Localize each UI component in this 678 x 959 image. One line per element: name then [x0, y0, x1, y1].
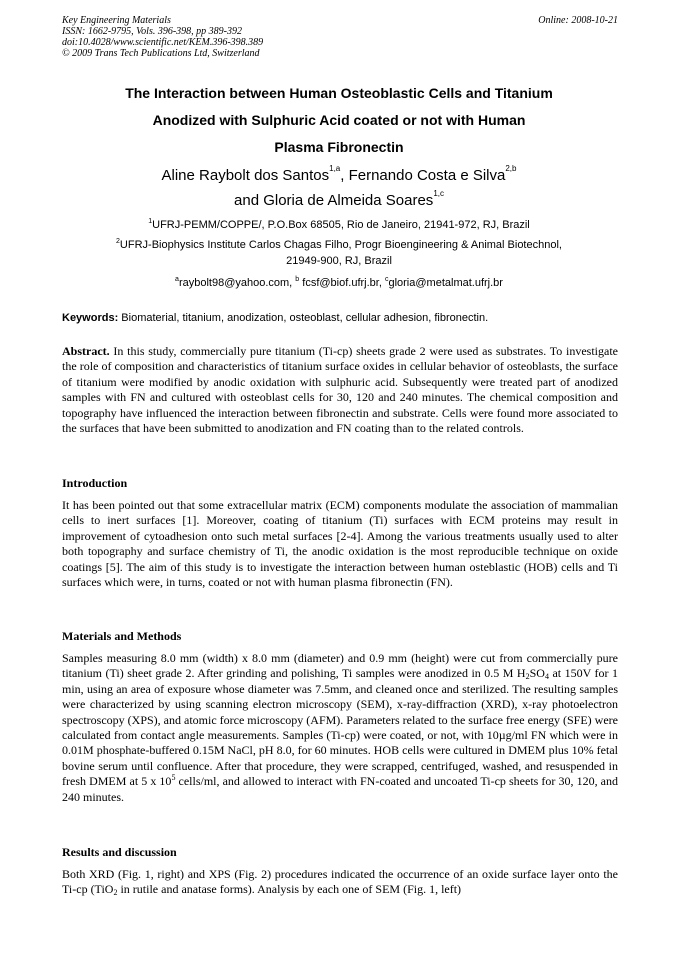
affiliation-2	[40, 237, 638, 269]
email-a[interactable]: raybolt98@yahoo.com,	[178, 277, 293, 289]
online-date: Online: 2008-10-21	[538, 15, 618, 26]
email-b[interactable]: fcsf@biof.ufrj.br,	[302, 277, 382, 289]
authors-row-1	[40, 163, 638, 188]
methods-text-1: Samples measuring 8.0 mm (width) x 8.0 mm (diameter) and 0.9 mm (height) were cut from commercially pure titanium (Ti) sheet grade 2. After grinding and polishing, Ti samples were anodized in 0.5 M H	[62, 651, 618, 681]
email-a-marker: a	[175, 276, 179, 283]
title-line-3: Plasma Fibronectin	[274, 139, 404, 155]
affiliation-2-number: 2	[116, 238, 120, 245]
keywords-line	[62, 311, 618, 325]
author-and: and	[234, 192, 264, 209]
author-3: Gloria de Almeida Soares	[263, 192, 434, 209]
keywords-text: Biomaterial, titanium, anodization, osteoblast, cellular adhesion, fibronectin.	[118, 312, 489, 324]
author-separator: ,	[340, 167, 349, 184]
issn-line: ISSN: 1662-9795, Vols. 396-398, pp 389-392	[62, 26, 242, 37]
keywords-label: Keywords:	[62, 312, 119, 324]
methods-sub-1: 2	[525, 672, 530, 682]
email-c[interactable]: gloria@metalmat.ufrj.br	[388, 277, 503, 289]
affiliation-1-text: UFRJ-PEMM/COPPE/, P.O.Box 68505, Rio de Janeiro, 21941-972, RJ, Brazil	[152, 219, 530, 231]
introduction-paragraph: It has been pointed out that some extracellular matrix (ECM) components modulate the association of mammalian cells to inert surfaces [1]. Moreover, coating of titanium (Ti) surfaces with ECM proteins may result in improvement of cytoadhesion onto such metal surfaces [2-4]. Among the various treatments usually used to alter both topography and surface chemistry of Ti, the anodic oxidation is the most reproducible technique on oxide coatings [5]. The aim of this study is to investigate the interaction between human osteblastic (HOB) cells and Ti surfaces which were, in turns, coated or not with human plasma fibronectin (FN).	[62, 498, 618, 590]
methods-paragraph	[62, 651, 618, 805]
abstract-label: Abstract.	[62, 344, 110, 358]
affiliation-1-number: 1	[148, 218, 153, 225]
results-text-2: in rutile and anatase forms). Analysis by each one of SEM (Fig. 1, left)	[117, 882, 462, 897]
abstract-paragraph	[62, 344, 618, 436]
introduction-heading: Introduction	[62, 476, 128, 490]
methods-sup-1: 5	[171, 773, 176, 783]
email-c-marker: c	[384, 276, 389, 283]
email-b-marker: b	[295, 276, 300, 283]
journal-name: Key Engineering Materials	[62, 15, 171, 26]
paper-title	[40, 80, 638, 161]
author-2-affil: 2,b	[505, 164, 517, 173]
methods-text-4: cells/ml, and allowed to interact with FN-coated and uncoated Ti-cp sheets for 30, 120, and 240 minutes.	[62, 774, 619, 804]
email-list	[40, 275, 638, 291]
author-1-affil: 1,a	[329, 164, 341, 173]
methods-heading: Materials and Methods	[62, 629, 182, 643]
author-1: Aline Raybolt dos Santos	[161, 167, 330, 184]
results-sub-1: 2	[113, 888, 118, 898]
authors-row-2	[40, 188, 638, 213]
author-2: Fernando Costa e Silva	[348, 167, 506, 184]
results-paragraph	[62, 867, 618, 898]
methods-sub-2: 4	[544, 672, 549, 682]
results-heading: Results and discussion	[62, 845, 177, 859]
affiliation-2-line-2: 21949-900, RJ, Brazil	[286, 255, 392, 267]
doi-line[interactable]: doi:10.4028/www.scientific.net/KEM.396-398.389	[62, 37, 264, 48]
journal-header	[62, 15, 618, 59]
title-line-2: Anodized with Sulphuric Acid coated or not with Human	[152, 112, 526, 128]
methods-text-2: SO	[529, 666, 545, 681]
methods-text-3: at 150V for 1 min, using an area of exposure whose diameter was 7.5mm, and cleaned once and sterilized. The resulting samples were characterized by using scanning electron microscopy (SEM), x-ray-diffraction (XRD), x-ray photoelectron spectroscopy (XPS), and atomic force microscopy (AFM). Parameters related to the surface free energy (SFE) were calculated from contact angle measurements. Samples (Ti-cp) were coated, or not, with 10µg/ml FN which were in 0.01M phosphate-buffered 0.15M NaCl, pH 8.0, for 60 minutes. HOB cells were cultured in DMEM plus 10% fetal bovine serum until confluence. After that procedure, they were scrapped, centrifuged, washed, and resuspended in fresh DMEM at 5 x 10	[62, 666, 618, 789]
results-text-1: Both XRD (Fig. 1, right) and XPS (Fig. 2) procedures indicated the occurrence of an oxide surface layer onto the Ti-cp (TiO	[62, 867, 618, 897]
copyright-line: © 2009 Trans Tech Publications Ltd, Switzerland	[62, 48, 260, 59]
author-3-affil: 1,c	[433, 189, 444, 198]
affiliation-1	[40, 217, 638, 233]
author-list	[40, 163, 638, 213]
title-line-1: The Interaction between Human Osteoblastic Cells and Titanium	[125, 85, 553, 101]
abstract-text: In this study, commercially pure titanium (Ti-cp) sheets grade 2 were used as substrates. To investigate the role of composition and characteristics of titanium surface oxides in cellular behavior of osteoblasts, the surface of titanium were modified by anodic oxidation with sulphuric acid. Subsequently were treated part of anodized samples with FN and cultured with osteoblast cells for 30, 120 and 240 minutes. The chemical composition and topography have influenced the interaction between fibronectin and substrate. Cells were found more associated to the surfaces that have been submitted to anodization and FN coating than to the related controls.	[62, 344, 618, 436]
affiliation-2-text: UFRJ-Biophysics Institute Carlos Chagas Filho, Progr Bioengineering & Animal Biotechnol,	[119, 239, 562, 251]
